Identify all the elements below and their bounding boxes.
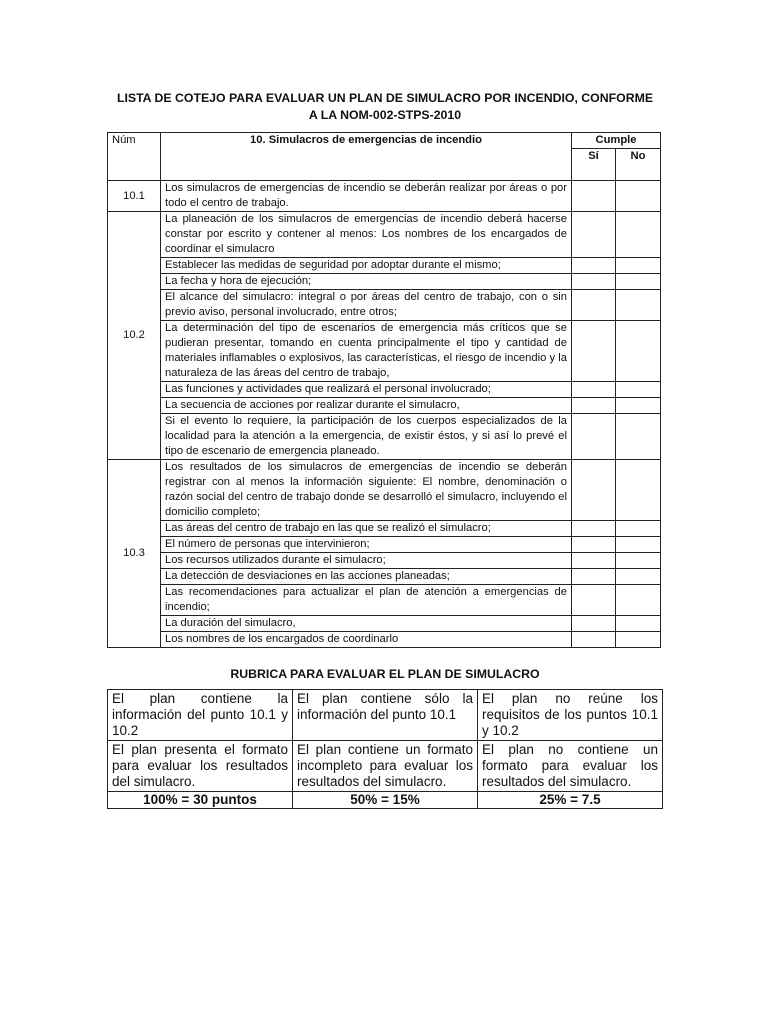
cumple-si-cell[interactable] <box>572 616 616 632</box>
checklist-row <box>108 616 661 632</box>
cumple-si-cell[interactable] <box>572 585 616 616</box>
checklist-row <box>108 290 661 321</box>
title-line-1: LISTA DE COTEJO PARA EVALUAR UN PLAN DE SIMULACRO POR INCENDIO, CONFORME <box>116 91 654 105</box>
cumple-si-cell[interactable] <box>572 212 616 258</box>
item-description: Las funciones y actividades que realizará el personal involucrado; <box>161 382 572 398</box>
cumple-si-cell[interactable] <box>572 632 616 648</box>
checklist-row <box>108 632 661 648</box>
document-title <box>100 90 670 124</box>
checklist-row <box>108 537 661 553</box>
rubric-cell: El plan contiene un formato incompleto para evaluar los resultados del simulacro. <box>293 741 478 792</box>
header-no: No <box>616 149 661 181</box>
item-description: La detección de desviaciones en las acciones planeadas; <box>161 569 572 585</box>
item-description: Los simulacros de emergencias de incendio se deberán realizar por áreas o por todo el centro de trabajo. <box>161 181 572 212</box>
rubric-cell: El plan no contiene un formato para evaluar los resultados del simulacro. <box>478 741 663 792</box>
checklist-row <box>108 181 661 212</box>
item-description: Los resultados de los simulacros de emergencias de incendio se deberán registrar con al menos la información siguiente: El nombre, denominación o razón social del centro de trabajo donde se desarrolló el simulacro, incluyendo el domicilio completo; <box>161 460 572 521</box>
cumple-si-cell[interactable] <box>572 398 616 414</box>
item-description: El número de personas que intervinieron; <box>161 537 572 553</box>
rubric-cell: El plan presenta el formato para evaluar los resultados del simulacro. <box>108 741 293 792</box>
rubric-row-score <box>108 792 663 809</box>
checklist-row <box>108 274 661 290</box>
cumple-si-cell[interactable] <box>572 274 616 290</box>
cumple-no-cell[interactable] <box>616 258 661 274</box>
checklist-row <box>108 414 661 460</box>
cumple-no-cell[interactable] <box>616 290 661 321</box>
cumple-no-cell[interactable] <box>616 616 661 632</box>
item-description: Los nombres de los encargados de coordinarlo <box>161 632 572 648</box>
checklist-row <box>108 460 661 521</box>
cumple-si-cell[interactable] <box>572 569 616 585</box>
item-description: La planeación de los simulacros de emergencias de incendio deberá hacerse constar por escrito y contener al menos: Los nombres de los encargados de coordinar el simulacro <box>161 212 572 258</box>
cumple-si-cell[interactable] <box>572 460 616 521</box>
rubric-row-content <box>108 690 663 741</box>
cumple-no-cell[interactable] <box>616 414 661 460</box>
cumple-no-cell[interactable] <box>616 585 661 616</box>
item-description: La determinación del tipo de escenarios de emergencia más críticos que se pudieran presentar, tomando en cuenta principalmente el tipo y cantidad de materiales inflamables o explosivos, las características, el riesgo de incendio y la naturaleza de las áreas del centro de trabajo, <box>161 321 572 382</box>
cumple-no-cell[interactable] <box>616 212 661 258</box>
cumple-si-cell[interactable] <box>572 181 616 212</box>
cumple-no-cell[interactable] <box>616 460 661 521</box>
item-description: Las recomendaciones para actualizar el plan de atención a emergencias de incendio; <box>161 585 572 616</box>
rubric-score: 25% = 7.5 <box>478 792 663 809</box>
item-number: 10.3 <box>108 460 161 648</box>
item-description: La fecha y hora de ejecución; <box>161 274 572 290</box>
title-line-2: A LA NOM-002-STPS-2010 <box>308 108 462 122</box>
cumple-si-cell[interactable] <box>572 290 616 321</box>
checklist-row <box>108 585 661 616</box>
header-topic: 10. Simulacros de emergencias de incendio <box>161 133 572 181</box>
item-description: Si el evento lo requiere, la participación de los cuerpos especializados de la localidad para la atención a la emergencia, de existir éstos, y si así lo prevé el tipo de escenario de emergencia planeado. <box>161 414 572 460</box>
checklist-row <box>108 521 661 537</box>
checklist-body <box>108 181 661 648</box>
cumple-si-cell[interactable] <box>572 521 616 537</box>
cumple-no-cell[interactable] <box>616 382 661 398</box>
header-cumple: Cumple <box>572 133 661 149</box>
cumple-si-cell[interactable] <box>572 553 616 569</box>
header-num: Núm <box>108 133 161 181</box>
item-description: Las áreas del centro de trabajo en las que se realizó el simulacro; <box>161 521 572 537</box>
checklist-row <box>108 321 661 382</box>
rubric-score: 50% = 15% <box>293 792 478 809</box>
checklist-row <box>108 553 661 569</box>
cumple-no-cell[interactable] <box>616 537 661 553</box>
checklist-row <box>108 569 661 585</box>
header-si: Sí <box>572 149 616 181</box>
checklist-row <box>108 382 661 398</box>
rubric-table <box>107 689 663 809</box>
item-description: Los recursos utilizados durante el simulacro; <box>161 553 572 569</box>
item-description: La secuencia de acciones por realizar durante el simulacro, <box>161 398 572 414</box>
item-number: 10.1 <box>108 181 161 212</box>
checklist-row <box>108 212 661 258</box>
item-description: Establecer las medidas de seguridad por adoptar durante el mismo; <box>161 258 572 274</box>
cumple-no-cell[interactable] <box>616 274 661 290</box>
rubric-cell: El plan contiene la información del punto 10.1 y 10.2 <box>108 690 293 741</box>
cumple-si-cell[interactable] <box>572 258 616 274</box>
cumple-si-cell[interactable] <box>572 321 616 382</box>
cumple-no-cell[interactable] <box>616 521 661 537</box>
rubric-title: RUBRICA PARA EVALUAR EL PLAN DE SIMULACRO <box>230 667 540 681</box>
item-description: El alcance del simulacro: integral o por áreas del centro de trabajo, con o sin previo aviso, personal involucrado, entre otros; <box>161 290 572 321</box>
rubric-row-format <box>108 741 663 792</box>
cumple-si-cell[interactable] <box>572 382 616 398</box>
cumple-no-cell[interactable] <box>616 181 661 212</box>
rubric-cell: El plan contiene sólo la información del punto 10.1 <box>293 690 478 741</box>
cumple-no-cell[interactable] <box>616 321 661 382</box>
cumple-no-cell[interactable] <box>616 398 661 414</box>
cumple-no-cell[interactable] <box>616 632 661 648</box>
cumple-si-cell[interactable] <box>572 537 616 553</box>
rubric-cell: El plan no reúne los requisitos de los puntos 10.1 y 10.2 <box>478 690 663 741</box>
rubric-score: 100% = 30 puntos <box>108 792 293 809</box>
checklist-row <box>108 398 661 414</box>
checklist-row <box>108 258 661 274</box>
item-number: 10.2 <box>108 212 161 460</box>
cumple-si-cell[interactable] <box>572 414 616 460</box>
item-description: La duración del simulacro, <box>161 616 572 632</box>
cumple-no-cell[interactable] <box>616 569 661 585</box>
checklist-table <box>107 132 661 648</box>
cumple-no-cell[interactable] <box>616 553 661 569</box>
